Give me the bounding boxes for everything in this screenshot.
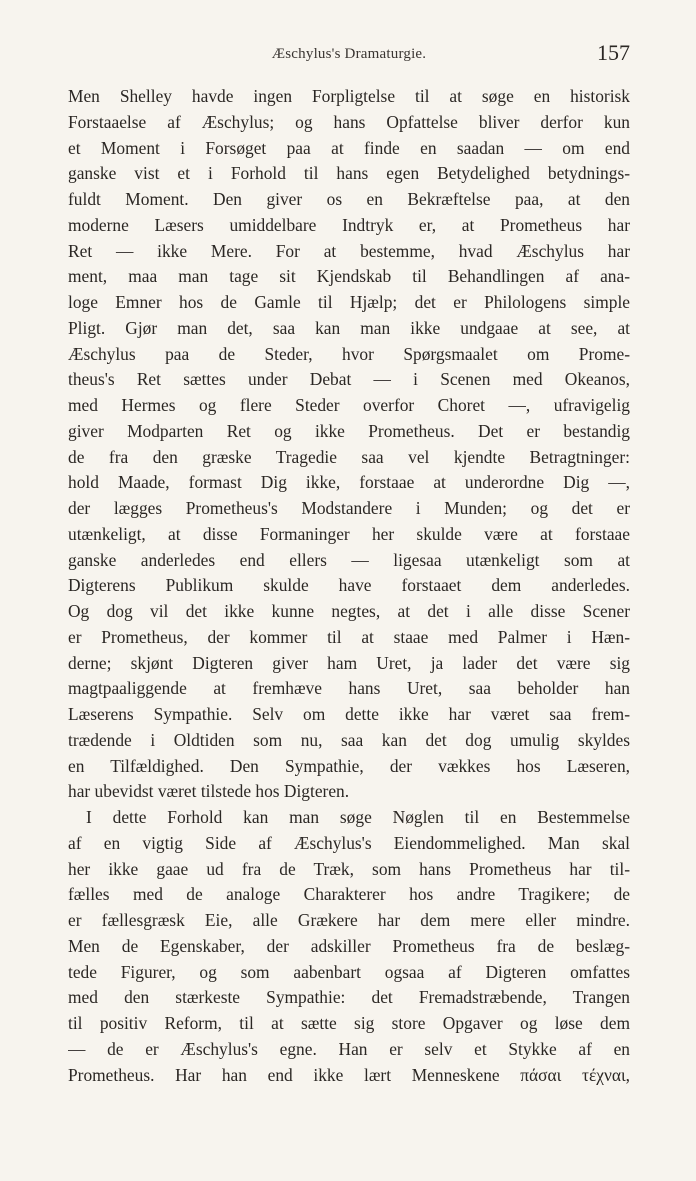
text-line: et Moment i Forsøget paa at finde en saadan — om end bbox=[68, 137, 630, 158]
text-line: der lægges Prometheus's Modstandere i Munden; og det er bbox=[68, 498, 630, 518]
text-line: Pligt. Gjør man det, saa kan man ikke undgaae at see, at bbox=[68, 317, 630, 338]
text-line: Forstaaelse af Æschylus; og hans Opfattelse bliver derfor kun bbox=[68, 111, 630, 132]
text-line: ganske vist et i Forhold til hans egen Betydelighed betydnings- bbox=[68, 163, 630, 184]
text-line: Og dog vil det ikke kunne negtes, at det i alle disse Scener bbox=[68, 601, 630, 621]
text-line: theus's Ret sættes under Debat — i Scenen med Okeanos, bbox=[68, 369, 630, 390]
text-line: en Tilfældighed. Den Sympathie, der vækkes hos Læseren, bbox=[68, 755, 630, 776]
text-line: ment, maa man tage sit Kjendskab til Behandlingen af ana- bbox=[68, 266, 630, 287]
text-line: har ubevidst været tilstede hos Digteren. bbox=[68, 781, 350, 802]
text-line: hold Maade, formast Dig ikke, forstaae at underordne Dig —, bbox=[68, 472, 630, 493]
body-text bbox=[68, 84, 630, 1088]
text-line: Æschylus paa de Steder, hvor Spørgsmaalet om Prome- bbox=[68, 343, 630, 364]
text-line: utænkeligt, at disse Formaninger her skulde være at forstaae bbox=[68, 523, 630, 544]
text-line: Prometheus. Har han end ikke lært Menneskene πάσαι τέχναι, bbox=[68, 1064, 630, 1085]
text-line: giver Modparten Ret og ikke Prometheus. Det er bestandig bbox=[68, 420, 630, 441]
text-line: fuldt Moment. Den giver os en Bekræftelse paa, at den bbox=[68, 189, 630, 209]
text-line: loge Emner hos de Gamle til Hjælp; det er Philologens simple bbox=[68, 292, 630, 312]
text-line: Men de Egenskaber, der adskiller Prometheus fra de beslæg- bbox=[68, 935, 630, 956]
paragraph bbox=[68, 805, 630, 1088]
text-line: de fra den græske Tragedie saa vel kjendte Betragtninger: bbox=[68, 446, 630, 467]
text-line: Læserens Sympathie. Selv om dette ikke har været saa frem- bbox=[68, 704, 630, 724]
text-line: — de er Æschylus's egne. Han er selv et Stykke af en bbox=[68, 1038, 630, 1059]
text-line: fælles med de analoge Charakterer hos andre Tragikere; de bbox=[68, 884, 630, 905]
running-head bbox=[68, 40, 630, 70]
text-line: Men Shelley havde ingen Forpligtelse til at søge en historisk bbox=[68, 86, 630, 106]
running-title: Æschylus's Dramaturgie. bbox=[271, 46, 427, 62]
paragraph bbox=[68, 84, 630, 805]
text-line: er fællesgræsk Eie, alle Grækere har dem mere eller mindre. bbox=[68, 910, 630, 930]
text-line: magtpaaliggende at fremhæve hans Uret, saa beholder han bbox=[68, 678, 630, 699]
text-line: I dette Forhold kan man søge Nøglen til en Bestemmelse bbox=[86, 807, 630, 827]
text-line: med Hermes og flere Steder overfor Choret —, ufravigelig bbox=[68, 395, 630, 415]
page-number: 157 bbox=[597, 40, 630, 65]
text-line: derne; skjønt Digteren giver ham Uret, ja lader det være sig bbox=[68, 652, 630, 673]
text-line: Ret — ikke Mere. For at bestemme, hvad Æschylus har bbox=[68, 240, 630, 261]
text-line: er Prometheus, der kommer til at staae med Palmer i Hæn- bbox=[68, 626, 630, 647]
text-line: her ikke gaae ud fra de Træk, som hans Prometheus har til- bbox=[68, 858, 630, 879]
text-line: med den stærkeste Sympathie: det Fremadstræbende, Trangen bbox=[68, 987, 630, 1008]
text-line: Digterens Publikum skulde have forstaaet dem anderledes. bbox=[68, 575, 630, 596]
text-line: af en vigtig Side af Æschylus's Eiendommelighed. Man skal bbox=[68, 832, 630, 853]
text-line: trædende i Oldtiden som nu, saa kan det dog umulig skyldes bbox=[68, 729, 630, 750]
text-line: ganske anderledes end ellers — ligesaa utænkeligt som at bbox=[68, 549, 630, 570]
text-line: tede Figurer, og som aabenbart ogsaa af Digteren omfattes bbox=[68, 961, 630, 982]
text-line: til positiv Reform, til at sætte sig store Opgaver og løse dem bbox=[68, 1013, 630, 1033]
text-line: moderne Læsers umiddelbare Indtryk er, at Prometheus har bbox=[68, 214, 630, 235]
